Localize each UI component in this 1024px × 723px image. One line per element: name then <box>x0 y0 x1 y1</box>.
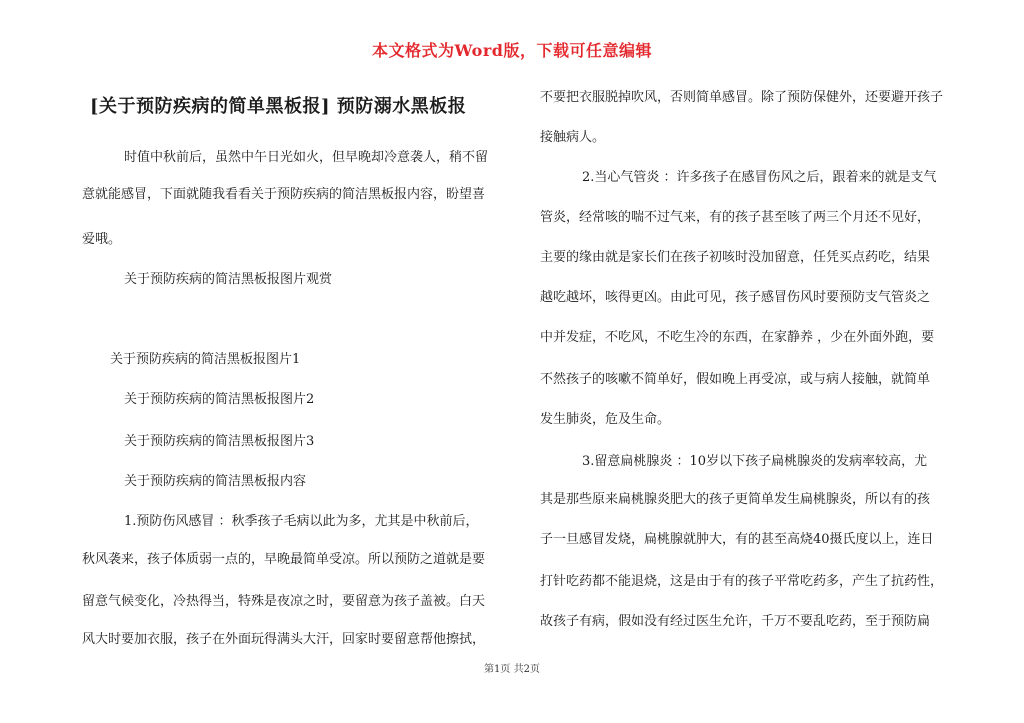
image-caption-3: 关于预防疾病的简洁黑板报图片3 <box>124 434 315 449</box>
document-title: [关于预防疾病的简单黑板报] 预防溺水黑板报 <box>90 96 467 117</box>
section2-line-6: 不然孩子的咳嗽不简单好，假如晚上再受凉，或与病人接触，就简单 <box>540 372 931 387</box>
section2-line-2: 管炎，经常咳的喘不过气来，有的孩子甚至咳了两三个月还不见好， <box>540 210 931 225</box>
image-caption-2: 关于预防疾病的简洁黑板报图片2 <box>124 392 315 407</box>
intro-line-2: 意就能感冒，下面就随我看看关于预防疾病的简洁黑板报内容，盼望喜 <box>82 187 486 202</box>
section3-line-2: 其是那些原来扁桃腺炎肥大的孩子更简单发生扁桃腺炎，所以有的孩 <box>540 492 931 507</box>
section2-line-5: 中并发症，不吃风，不吃生冷的东西，在家静养 ，少在外面外跑，要 <box>540 330 935 345</box>
section2-line-3: 主要的缘由就是家长们在孩子初咳时没加留意，任凭买点药吃，结果 <box>540 250 931 265</box>
content-heading: 关于预防疾病的简洁黑板报内容 <box>124 474 307 489</box>
intro-line-1: 时值中秋前后，虽然中午日光如火，但早晚却冷意袭人，稍不留 <box>124 150 489 165</box>
image-caption-1: 关于预防疾病的简洁黑板报图片1 <box>110 352 301 367</box>
section1-line-1: 1.预防伤风感冒 ：秋季孩子毛病以此为多，尤其是中秋前后， <box>124 514 479 529</box>
section3-line-1: 3.留意扁桃腺炎 ：10岁以下孩子扁桃腺炎的发病率较高，尤 <box>582 454 928 469</box>
section3-line-3: 子一旦感冒发烧，扁桃腺就肿大，有的甚至高烧40摄氏度以上，连日 <box>540 532 934 547</box>
section1-line-3: 留意气候变化，冷热得当，特殊是夜凉之时，要留意为孩子盖被。白天 <box>82 594 486 609</box>
word-edit-banner: 本文格式为Word版，下载可任意编辑 <box>372 41 652 60</box>
gallery-heading: 关于预防疾病的简洁黑板报图片观赏 <box>124 272 333 287</box>
section2-line-4: 越吃越坏，咳得更凶。由此可见，孩子感冒伤风时要预防支气管炎之 <box>540 290 931 305</box>
cont-line-2: 接触病人。 <box>540 130 606 145</box>
page-number: 第1页 共2页 <box>484 664 540 675</box>
section1-line-4: 风大时要加衣服，孩子在外面玩得满头大汗，回家时要留意帮他擦拭， <box>82 632 486 647</box>
section3-line-4: 打针吃药都不能退烧，这是由于有的孩子平常吃药多，产生了抗药性， <box>540 574 944 589</box>
section2-line-7: 发生肺炎，危及生命。 <box>540 412 671 427</box>
section1-line-2: 秋风袭来，孩子体质弱一点的，早晚最简单受凉。所以预防之道就是要 <box>82 552 486 567</box>
section2-line-1: 2.当心气管炎 ：许多孩子在感冒伤风之后，跟着来的就是支气 <box>582 170 937 185</box>
section3-line-5: 故孩子有病，假如没有经过医生允许，千万不要乱吃药，至于预防扁 <box>540 614 931 629</box>
cont-line-1: 不要把衣服脱掉吹风，否则简单感冒。除了预防保健外，还要避开孩子 <box>540 90 944 105</box>
intro-line-3: 爱哦。 <box>82 232 122 247</box>
